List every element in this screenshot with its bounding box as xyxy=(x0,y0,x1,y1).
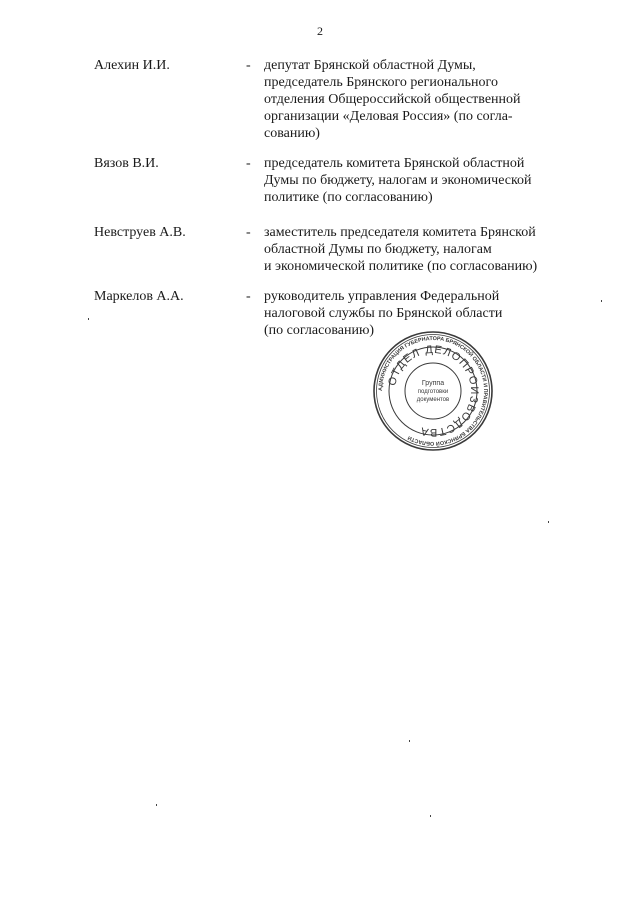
description-line: Думы по бюджету, налогам и экономической xyxy=(264,173,532,188)
description-line: депутат Брянской областной Думы, xyxy=(264,58,476,73)
stamp-middle-text: ОТДЕЛ ДЕЛОПРОИЗВОДСТВА xyxy=(386,343,481,439)
description-line: (по согласованию) xyxy=(264,323,375,338)
description-line: налоговой службы по Брянской области xyxy=(264,306,503,321)
entry-dash: - xyxy=(246,289,251,304)
entry-description xyxy=(264,155,564,206)
entry-dash: - xyxy=(246,156,251,171)
scan-speck xyxy=(601,300,602,302)
description-line: областной Думы по бюджету, налогам xyxy=(264,242,492,257)
scan-speck xyxy=(430,815,431,817)
entry-name: Маркелов А.А. xyxy=(94,289,184,304)
scan-speck xyxy=(548,521,549,523)
description-line: руководитель управления Федеральной xyxy=(264,289,500,304)
entry-description xyxy=(264,224,564,275)
description-line: организации «Деловая Россия» (по согла- xyxy=(264,109,513,124)
entry-dash: - xyxy=(246,225,251,240)
description-line: председатель Брянского регионального xyxy=(264,75,498,90)
description-line: отделения Общероссийской общественной xyxy=(264,92,521,107)
entry-alekhin xyxy=(94,57,574,147)
description-line: председатель комитета Брянской областной xyxy=(264,156,525,171)
entry-description xyxy=(264,57,564,142)
page-number: 2 xyxy=(317,24,323,38)
description-line: и экономической политике (по согласованию) xyxy=(264,259,538,274)
scan-speck xyxy=(156,804,157,806)
entry-name: Невструев А.В. xyxy=(94,225,186,240)
entry-markelov xyxy=(94,288,574,378)
stamp-center-line: Группа xyxy=(421,380,445,387)
description-line: заместитель председателя комитета Брянской xyxy=(264,225,536,240)
stamp-center-line: документов xyxy=(416,397,450,403)
description-line: сованию) xyxy=(264,126,320,141)
stamp-center-line: подготовки xyxy=(417,389,449,395)
description-line: политике (по согласованию) xyxy=(264,190,433,205)
office-stamp xyxy=(372,330,494,452)
entry-name: Алехин И.И. xyxy=(94,58,170,73)
entry-name: Вязов В.И. xyxy=(94,156,159,171)
stamp-outer-text: АДМИНИСТРАЦИЯ ГУБЕРНАТОРА БРЯНСКОЙ ОБЛАСТИ И ПРАВИТЕЛЬСТВА БРЯНСКОЙ ОБЛАСТИ xyxy=(377,335,489,447)
entry-dash: - xyxy=(246,58,251,73)
scan-speck xyxy=(88,318,89,320)
scan-speck xyxy=(409,740,410,742)
